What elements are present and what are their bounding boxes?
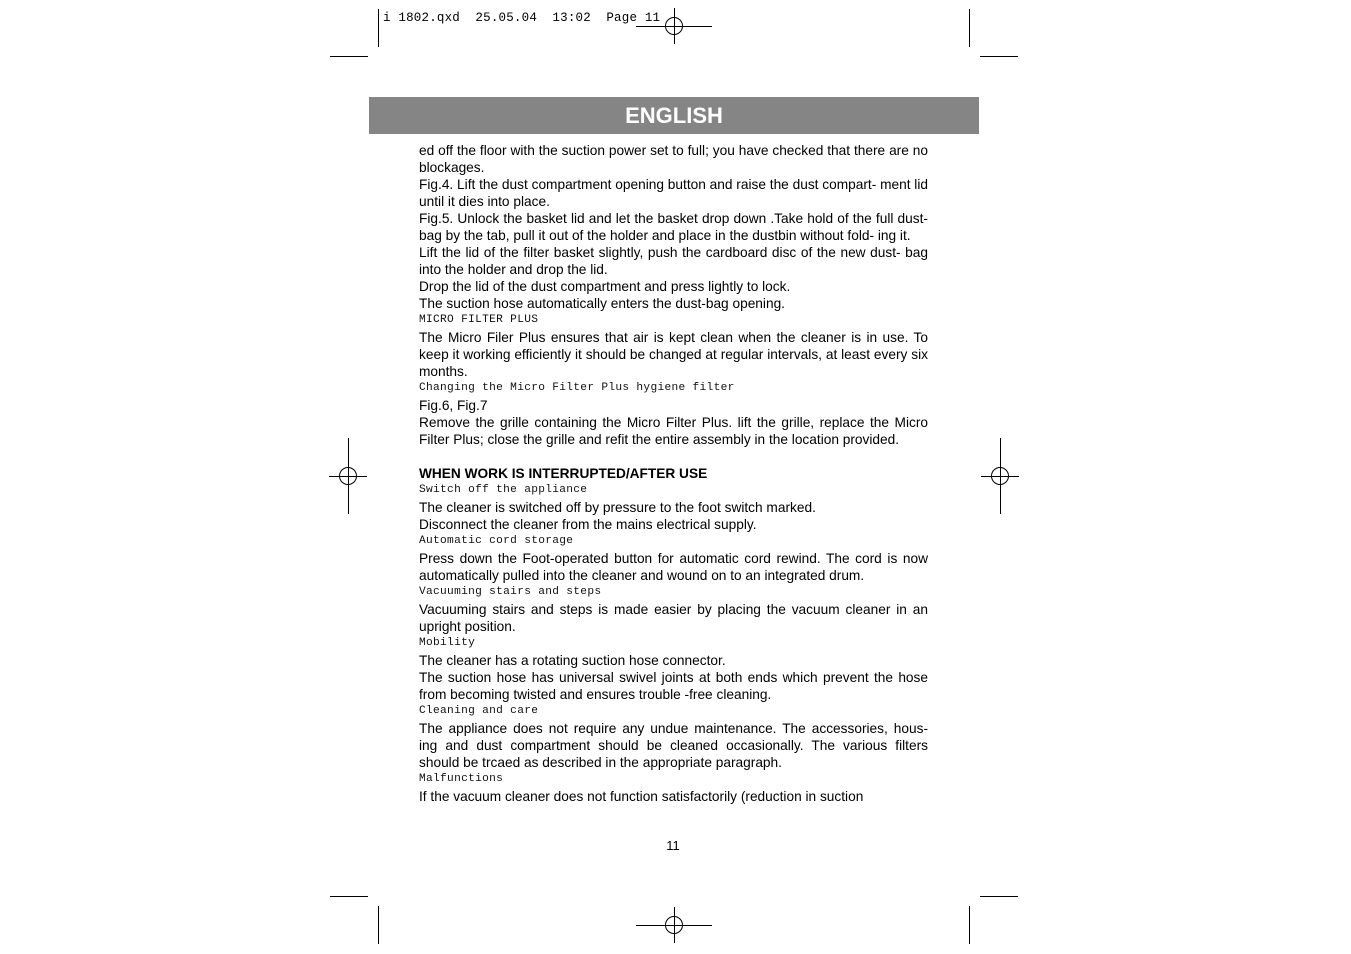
paragraph: The appliance does not require any undue maintenance. The accessories, hous- ing and dust compartment should be cleaned occasionally. The various filters should be trcaed as described in the appropriate paragraph. — [419, 721, 928, 770]
subheading: Cleaning and care — [419, 705, 539, 717]
subheading: MICRO FILTER PLUS — [419, 314, 539, 326]
section-heading: WHEN WORK IS INTERRUPTED/AFTER USE — [419, 466, 708, 481]
subheading: Mobility — [419, 637, 476, 649]
paragraph: Vacuuming stairs and steps is made easier by placing the vacuum cleaner in an upright position. — [419, 602, 928, 634]
paragraph: ed off the floor with the suction power set to full; you have checked that there are no blockages. — [419, 143, 928, 175]
paragraph: Fig.5. Unlock the basket lid and let the basket drop down .Take hold of the full dust-bag by the tab, pull it out of the holder and place in the dustbin without fold- ing it. — [419, 211, 928, 243]
paragraph: The cleaner is switched off by pressure to the foot switch marked. — [419, 500, 816, 515]
page-number: 11 — [666, 838, 680, 853]
subheading: Automatic cord storage — [419, 535, 574, 547]
subheading: Malfunctions — [419, 773, 504, 785]
paragraph: If the vacuum cleaner does not function satisfactorily (reduction in suction — [419, 789, 864, 804]
paragraph: The suction hose has universal swivel joints at both ends which prevent the hose from becoming twisted and ensures trouble -free cleaning. — [419, 670, 928, 702]
subheading: Vacuuming stairs and steps — [419, 586, 602, 598]
paragraph: Lift the lid of the filter basket slightly, push the cardboard disc of the new dust- bag into the holder and drop the lid. — [419, 245, 928, 277]
paragraph: The cleaner has a rotating suction hose connector. — [419, 653, 726, 668]
subheading: Switch off the appliance — [419, 484, 588, 496]
manual-body-text — [419, 142, 928, 805]
subheading: Changing the Micro Filter Plus hygiene filter — [419, 382, 735, 394]
paragraph: The Micro Filer Plus ensures that air is kept clean when the cleaner is in use. To keep it working efficiently it should be changed at regular intervals, at least every six months. — [419, 330, 928, 379]
paragraph: Fig.4. Lift the dust compartment opening button and raise the dust compart- ment lid until it dies into place. — [419, 177, 928, 209]
section-title: ENGLISH — [625, 103, 723, 128]
print-slug: i 1802.qxd 25.05.04 13:02 Page 11 — [383, 11, 661, 25]
paragraph: Drop the lid of the dust compartment and press lightly to lock. — [419, 279, 791, 294]
paragraph: The suction hose automatically enters the dust-bag opening. — [419, 296, 785, 311]
paragraph: Press down the Foot-operated button for automatic cord rewind. The cord is now automatically pulled into the cleaner and wound on to an integrated drum. — [419, 551, 928, 583]
paragraph: Remove the grille containing the Micro Filter Plus. lift the grille, replace the Micro Filter Plus; close the grille and refit the entire assembly in the location provided. — [419, 415, 928, 447]
paragraph: Fig.6, Fig.7 — [419, 398, 488, 413]
paragraph: Disconnect the cleaner from the mains electrical supply. — [419, 517, 757, 532]
